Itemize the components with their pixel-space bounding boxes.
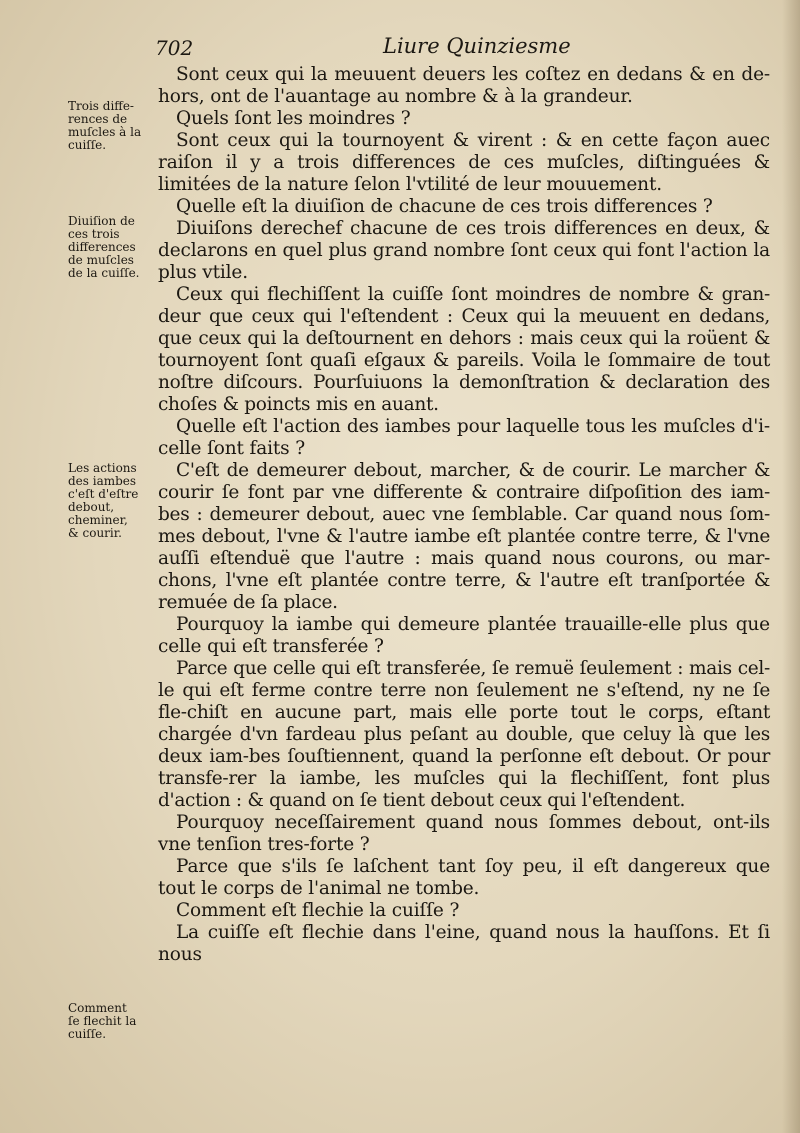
margin-note: Trois diffe- rences de muſcles à la cuiſſe. bbox=[68, 99, 142, 152]
paragraph: Sont ceux qui la meuuent deuers les coſtez en dedans & en de-hors, ont de l'auantage au nombre & à la grandeur. bbox=[158, 64, 770, 107]
paragraph: La cuiſſe eſt flechie dans l'eine, quand nous la hauſſons. Et ſi nous bbox=[158, 922, 770, 965]
question-paragraph: Comment eſt flechie la cuiſſe ? bbox=[176, 900, 460, 921]
question-paragraph: Quelle eſt l'action des iambes pour laquelle tous les muſcles d'i-celle ſont faits ? bbox=[158, 416, 770, 459]
question-paragraph: Pourquoy la iambe qui demeure plantée trauaille-elle plus que celle qui eſt transferée ? bbox=[158, 614, 770, 657]
margin-note: Les actions des iambes c'eſt d'eſtre debout, cheminer, & courir. bbox=[68, 461, 139, 540]
question-paragraph: Quels ſont les moindres ? bbox=[176, 108, 411, 129]
margin-note: Comment ſe flechit la cuiſſe. bbox=[68, 1001, 137, 1041]
paragraph: Diuiſons derechef chacune de ces trois differences en deux, & declarons en quel plus grand nombre ſont ceux qui font l'action la plus vtile. bbox=[158, 218, 770, 283]
running-title: Liure Quinziesme bbox=[383, 34, 571, 58]
paragraph: Parce que celle qui eſt transferée, ſe remuë ſeulement : mais cel-le qui eſt ferme contre terre non ſeulement ne s'eſtend, ny ne ſe fle-chiſt en aucune part, mais elle porte tout le corps, eſtant chargée d'vn fardeau plus peſant au double, que celuy là que les deux iam-bes ſouſtiennent, quand la perſonne eſt debout. Or pour transfe-rer la iambe, les muſcles qui la flechiſſent, font plus d'action : & quand on ſe tient debout ceux qui l'eſtendent. bbox=[158, 658, 770, 811]
page-header bbox=[155, 32, 775, 64]
question-paragraph: Pourquoy neceſſairement quand nous ſommes debout, ont-ils vne tenſion tres-forte ? bbox=[158, 812, 770, 855]
main-text bbox=[158, 64, 770, 966]
margin-notes bbox=[0, 0, 155, 1133]
paragraph: C'eſt de demeurer debout, marcher, & de courir. Le marcher & courir ſe font par vne differente & contraire diſpoſition des iam-bes : demeurer debout, auec vne ſemblable. Car quand nous ſom-mes debout, l'vne & l'autre iambe eſt plantée contre terre, & l'vne auſſi eſtenduë que l'autre : mais quand nous courons, ou mar-chons, l'vne eſt plantée contre terre, & l'autre eſt tranſportée & remuée de ſa place. bbox=[158, 460, 770, 613]
paragraph: Sont ceux qui la tournoyent & virent : & en cette façon auec raiſon il y a trois differences de ces muſcles, diſtinguées & limitées de la nature ſelon l'vtilité de leur mouuement. bbox=[158, 130, 770, 195]
question-paragraph: Quelle eſt la diuiſion de chacune de ces trois differences ? bbox=[176, 196, 713, 217]
margin-note: Diuiſion de ces trois differences de muſcles de la cuiſſe. bbox=[68, 214, 140, 280]
paragraph: Parce que s'ils ſe laſchent tant ſoy peu, il eſt dangereux que tout le corps de l'animal ne tombe. bbox=[158, 856, 770, 899]
page-number: 702 bbox=[155, 36, 194, 60]
page-edge-shadow bbox=[782, 0, 800, 1133]
paragraph: Ceux qui flechiſſent la cuiſſe ſont moindres de nombre & gran-deur que ceux qui l'eſtendent : Ceux qui la meuuent en dedans, que ceux qui la deſtournent en dehors : mais ceux qui la roüent & tournoyent ſont quaſi eſgaux & pareils. Voila le ſommaire de tout noſtre diſcours. Pourſuiuons la demonſtration & declaration des choſes & poincts mis en auant. bbox=[158, 284, 770, 415]
